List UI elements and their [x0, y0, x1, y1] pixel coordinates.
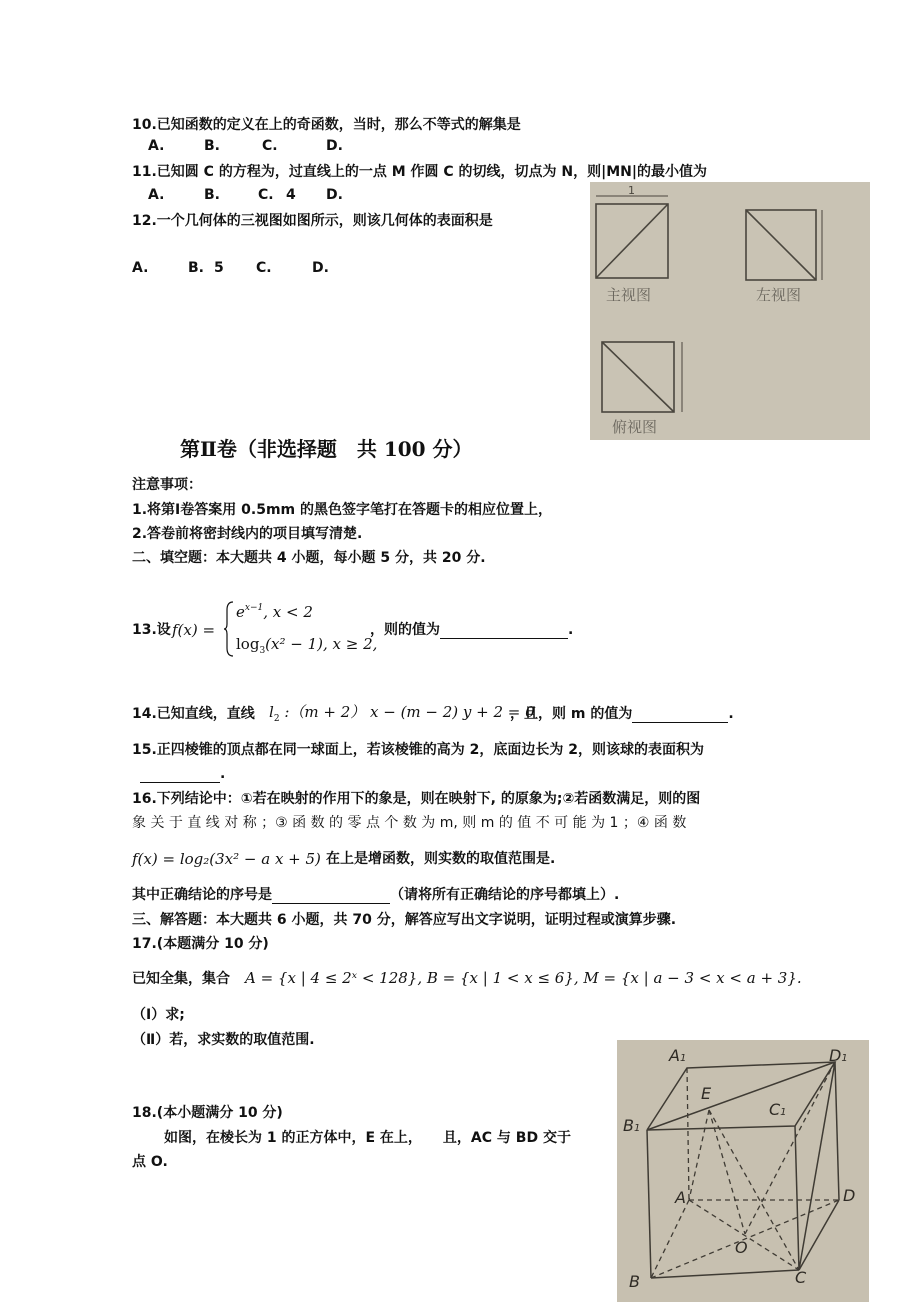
- cube-edge-dd1: [835, 1062, 839, 1200]
- q13-suffix-text: ，则的值为: [370, 622, 440, 638]
- cube-edge-cc1: [795, 1126, 799, 1270]
- label-b1-letter: B: [623, 1116, 634, 1135]
- q14-eq: :（m + 2） x − (m − 2) y + 2 = 0: [279, 703, 535, 721]
- side-view-label: 左视图: [756, 286, 802, 304]
- label-c1-sub: 1: [780, 1107, 787, 1118]
- cube-segment-ea: [689, 1110, 709, 1200]
- q15-answer: [140, 765, 225, 783]
- label-d: D: [843, 1186, 856, 1205]
- q18-title: 18.(本小题满分 10 分): [132, 1105, 283, 1121]
- q12-option-b-value: 5: [214, 260, 224, 276]
- q13-case-2: [236, 635, 377, 656]
- q12-option-c: C.: [256, 260, 272, 276]
- q17-stem: 已知全集，集合: [132, 971, 230, 987]
- label-b1-sub: 1: [633, 1123, 641, 1134]
- q11-option-a: A.: [148, 187, 165, 203]
- side-view-diagonal: [746, 210, 816, 280]
- label-d1: [829, 1046, 848, 1065]
- notice-1: 1.将第Ⅰ卷答案用 0.5mm 的黑色签字笔打在答题卡的相应位置上，: [132, 502, 552, 518]
- question-11: 11.已知圆 C 的方程为，过直线上的一点 M 作圆 C 的切线，切点为 N，则|MN|的最小值为: [132, 164, 707, 180]
- q17-sets: A = {x | 4 ≤ 2ˣ < 128}, B = {x | 1 < x ≤ 6}, M = {x | a − 3 < x < a + 3}.: [245, 969, 802, 987]
- q13-end: .: [568, 622, 574, 638]
- label-c1-letter: C: [769, 1100, 781, 1119]
- q10-option-b: B.: [204, 138, 220, 154]
- question-10: 10.已知函数的定义在上的奇函数，当时，那么不等式的解集是: [132, 117, 521, 133]
- top-view-diagonal: [602, 342, 674, 412]
- q12-option-b: B.: [188, 260, 204, 276]
- q11-option-b: B.: [204, 187, 220, 203]
- label-e: E: [701, 1084, 712, 1103]
- notice-title: 注意事项：: [132, 477, 202, 493]
- q10-option-c: C.: [262, 138, 278, 154]
- q16-answer-note: （请将所有正确结论的序号都填上）.: [390, 887, 620, 903]
- q18-line-1: 如图，在棱长为 1 的正方体中，E 在上， 且，AC 与 BD 交于: [164, 1130, 571, 1146]
- front-view-diagonal: [596, 204, 668, 278]
- cube-diagonal-ac: [689, 1200, 799, 1270]
- q11-option-d: D.: [326, 187, 343, 203]
- q14-suffix: [510, 705, 734, 723]
- q17-part-1: （Ⅰ）求;: [132, 1007, 185, 1023]
- q16-answer-blank: [272, 889, 390, 904]
- label-a: A: [675, 1188, 686, 1207]
- label-d1-letter: D: [829, 1046, 842, 1065]
- q16-line-1: 16.下列结论中：①若在映射的作用下的象是，则在映射下, 的原象为;②若函数满足，则的图: [132, 791, 701, 807]
- cube-edge-bb1: [647, 1130, 651, 1278]
- cube-edge-bc: [651, 1270, 799, 1278]
- q16-formula: f(x) = log₂(3x² − a x + 5): [132, 850, 321, 868]
- q16-line-4: [132, 886, 619, 904]
- section-2-title: 第Ⅱ卷（非选择题 共 100 分）: [180, 437, 473, 461]
- cube-edge-ab: [651, 1200, 689, 1278]
- label-o: O: [735, 1238, 748, 1257]
- q13-case-1: [236, 603, 313, 624]
- q13-answer-blank: [440, 624, 568, 639]
- q17-part-2: （Ⅱ）若，求实数的取值范围.: [132, 1032, 315, 1048]
- three-views-drawing: [590, 182, 870, 440]
- q16-line-3: 在上是增函数，则实数的取值范围是.: [326, 851, 556, 867]
- front-view-dimension: 1: [628, 184, 635, 197]
- q15-answer-blank: [140, 768, 220, 783]
- cube-figure: [617, 1040, 869, 1302]
- cube-segment-od1: [745, 1062, 835, 1234]
- q15-end: .: [220, 766, 226, 782]
- label-c: C: [795, 1268, 807, 1287]
- cube-diagonal-b1d1: [647, 1062, 835, 1130]
- label-c1: [769, 1100, 787, 1119]
- q13-prefix: 13.设: [132, 622, 171, 638]
- cube-edge-aa1: [687, 1068, 689, 1200]
- top-view-label: 俯视图: [612, 418, 658, 436]
- q16-answer-prompt: 其中正确结论的序号是: [132, 887, 272, 903]
- q13-brace: [223, 600, 235, 658]
- label-d1-sub: 1: [841, 1053, 848, 1064]
- label-a1-letter: A: [669, 1046, 680, 1065]
- question-12: 12.一个几何体的三视图如图所示，则该几何体的表面积是: [132, 213, 493, 229]
- front-view-label: 主视图: [606, 286, 652, 304]
- label-b1: [623, 1116, 640, 1135]
- q14-suffix-text: ，且，则 m 的值为: [510, 706, 633, 722]
- q12-option-a: A.: [132, 260, 149, 276]
- q13-function: f(x) =: [172, 621, 216, 639]
- q14-line-l: l: [269, 703, 274, 721]
- fill-in-heading: 二、填空题：本大题共 4 小题，每小题 5 分，共 20 分.: [132, 550, 486, 566]
- q13-case2-argument: (x² − 1), x ≥ 2,: [265, 635, 378, 653]
- q13-case2-log: log: [236, 635, 260, 653]
- label-a1-sub: 1: [679, 1053, 687, 1064]
- question-15: 15.正四棱锥的顶点都在同一球面上，若该棱锥的高为 2，底面边长为 2，则该球的表面积为: [132, 742, 705, 758]
- q11-option-c: C.: [258, 187, 274, 203]
- q14-answer-blank: [632, 708, 728, 723]
- q13-case1-base: e: [236, 603, 245, 621]
- q18-line-2: 点 O.: [132, 1154, 168, 1170]
- notice-2: 2.答卷前将密封线内的项目填写清楚.: [132, 526, 363, 542]
- q13-case1-exponent: x−1: [244, 603, 264, 613]
- three-views-figure: [590, 182, 870, 440]
- label-b: B: [629, 1272, 640, 1291]
- q10-option-a: A.: [148, 138, 165, 154]
- q11-option-c-value: 4: [286, 187, 296, 203]
- q14-line-sub: 2: [273, 714, 280, 724]
- cube-segment-ec: [709, 1110, 799, 1270]
- q14-prefix: 14.已知直线，直线: [132, 706, 255, 722]
- q17-title: 17.(本题满分 10 分): [132, 936, 269, 952]
- q12-option-d: D.: [312, 260, 329, 276]
- solve-heading: 三、解答题：本大题共 6 小题，共 70 分，解答应写出文字说明，证明过程或演算步骤.: [132, 912, 677, 928]
- q14-end: .: [728, 706, 734, 722]
- q16-line-2: 象 关 于 直 线 对 称 ；③ 函 数 的 零 点 个 数 为 m, 则 m 的 值 不 可 能 为 1 ；④ 函 数: [132, 815, 687, 831]
- q13-case2-base: 3: [259, 646, 266, 656]
- q13-suffix: [370, 621, 573, 639]
- q14-line-equation: [269, 703, 535, 724]
- q10-option-d: D.: [326, 138, 343, 154]
- cube-drawing: [617, 1040, 869, 1302]
- label-a1: [669, 1046, 686, 1065]
- q13-case1-condition: , x < 2: [263, 603, 313, 621]
